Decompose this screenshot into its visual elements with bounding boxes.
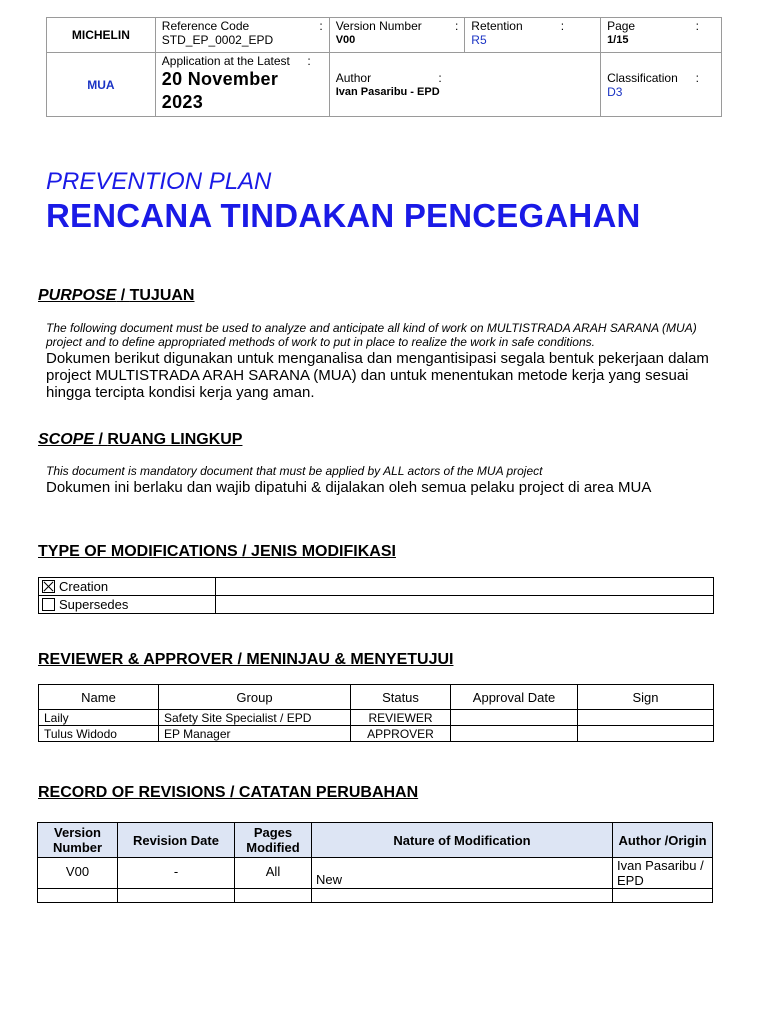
reviewer-name: Laily — [39, 710, 159, 726]
reviewers-table — [38, 684, 714, 742]
empty-cell — [118, 889, 235, 903]
retention-cell — [465, 18, 601, 53]
checkbox-unchecked-icon[interactable] — [42, 598, 55, 611]
retention-label: Retention — [471, 19, 523, 33]
empty-cell — [613, 889, 713, 903]
project-cell — [47, 53, 156, 117]
reference-code-label: Reference Code — [161, 19, 250, 33]
colon: : — [438, 70, 442, 85]
modifications-heading: TYPE OF MODIFICATIONS / JENIS MODIFIKASI — [38, 543, 396, 560]
revisions-heading: RECORD OF REVISIONS / CATATAN PERUBAHAN — [38, 784, 419, 801]
classification-cell — [601, 53, 722, 117]
revision-pages: All — [235, 858, 312, 889]
revision-date: - — [118, 858, 235, 889]
company-name: MICHELIN — [71, 28, 130, 42]
table-header-row — [39, 685, 714, 710]
scope-text-english: This document is mandatory document that must be applied by ALL actors of the MUA project — [46, 464, 543, 478]
author-label: Author — [335, 70, 372, 85]
version-cell — [329, 18, 465, 53]
reviewer-status: APPROVER — [351, 726, 451, 742]
purpose-heading — [38, 287, 194, 305]
table-row — [39, 578, 714, 596]
application-date-cell — [155, 53, 329, 117]
table-row — [39, 710, 714, 726]
option-label: Supersedes — [59, 597, 129, 612]
revision-nature: New — [312, 858, 613, 889]
revision-author: Ivan Pasaribu / EPD — [613, 858, 713, 889]
application-date: 20 November 2023 — [161, 69, 279, 112]
modification-option[interactable] — [39, 596, 216, 614]
table-row — [38, 858, 713, 889]
scope-heading-en: SCOPE — [38, 431, 95, 448]
colon: : — [454, 19, 459, 33]
version-value: V00 — [335, 34, 356, 46]
scope-heading — [38, 431, 242, 449]
classification-value: D3 — [607, 84, 623, 99]
reviewer-name: Tulus Widodo — [39, 726, 159, 742]
reference-code-value: STD_EP_0002_EPD — [161, 33, 274, 47]
column-header: Pages Modified — [235, 823, 312, 858]
column-header: Approval Date — [451, 685, 578, 710]
company-cell — [47, 18, 156, 53]
heading-separator: / — [116, 287, 130, 304]
table-header-row — [38, 823, 713, 858]
empty-cell — [235, 889, 312, 903]
application-label: Application at the Latest — [161, 54, 290, 68]
page-value: 1/15 — [607, 34, 629, 46]
sign-cell — [578, 726, 714, 742]
author-cell — [329, 53, 600, 117]
column-header: Revision Date — [118, 823, 235, 858]
heading-separator: / — [94, 431, 108, 448]
colon: : — [307, 54, 311, 68]
author-value: Ivan Pasaribu - EPD — [335, 85, 440, 98]
colon: : — [319, 19, 323, 33]
reviewer-group: EP Manager — [159, 726, 351, 742]
option-label: Creation — [59, 579, 109, 594]
title-english: PREVENTION PLAN — [46, 168, 272, 195]
page-cell — [601, 18, 722, 53]
reviewer-status: REVIEWER — [351, 710, 451, 726]
empty-cell — [216, 578, 714, 596]
project-name: MUA — [87, 77, 115, 92]
colon: : — [695, 19, 699, 33]
table-row — [39, 596, 714, 614]
title-indonesian: RENCANA TINDAKAN PENCEGAHAN — [46, 197, 641, 234]
column-header: Status — [351, 685, 451, 710]
classification-label: Classification — [607, 70, 678, 85]
purpose-text-indonesian: Dokumen berikut digunakan untuk menganalisa dan mengantisipasi segala bentuk pekerjaan dalam project MULTISTRADA ARAH SARANA (MUA) dan untuk menentukan metode kerja yang sesuai hingga tercipta kondisi kerja yang aman. — [46, 350, 709, 401]
page-label: Page — [607, 19, 636, 33]
colon: : — [560, 19, 565, 33]
scope-heading-id: RUANG LINGKUP — [107, 431, 243, 448]
approval-date — [451, 726, 578, 742]
modification-option[interactable] — [39, 578, 216, 596]
reviewer-group: Safety Site Specialist / EPD — [159, 710, 351, 726]
document-header-table — [46, 17, 722, 117]
column-header: Nature of Modification — [312, 823, 613, 858]
column-header: Author /Origin — [613, 823, 713, 858]
column-header: Sign — [578, 685, 714, 710]
colon: : — [695, 70, 699, 85]
checkbox-checked-icon[interactable] — [42, 580, 55, 593]
sign-cell — [578, 710, 714, 726]
purpose-heading-id: TUJUAN — [129, 287, 195, 304]
empty-cell — [216, 596, 714, 614]
purpose-text-english: The following document must be used to analyze and anticipate all kind of work on MULTISTRADA ARAH SARANA (MUA) project and to define appropriated methods of work to put in place to realize the work in safe conditions. — [46, 321, 697, 349]
approval-date — [451, 710, 578, 726]
retention-value: R5 — [471, 33, 487, 47]
reviewers-heading: REVIEWER & APPROVER / MENINJAU & MENYETUJUI — [38, 651, 454, 668]
column-header: Version Number — [38, 823, 118, 858]
table-row — [38, 889, 713, 903]
column-header: Name — [39, 685, 159, 710]
purpose-heading-en: PURPOSE — [38, 287, 117, 304]
modifications-table — [38, 577, 714, 614]
table-row — [39, 726, 714, 742]
revision-version: V00 — [38, 858, 118, 889]
revisions-table — [37, 822, 713, 903]
column-header: Group — [159, 685, 351, 710]
empty-cell — [38, 889, 118, 903]
scope-text-indonesian: Dokumen ini berlaku dan wajib dipatuhi & dijalakan oleh semua pelaku project di area MUA — [46, 479, 652, 496]
empty-cell — [312, 889, 613, 903]
reference-code-cell — [155, 18, 329, 53]
version-label: Version Number — [335, 19, 422, 33]
